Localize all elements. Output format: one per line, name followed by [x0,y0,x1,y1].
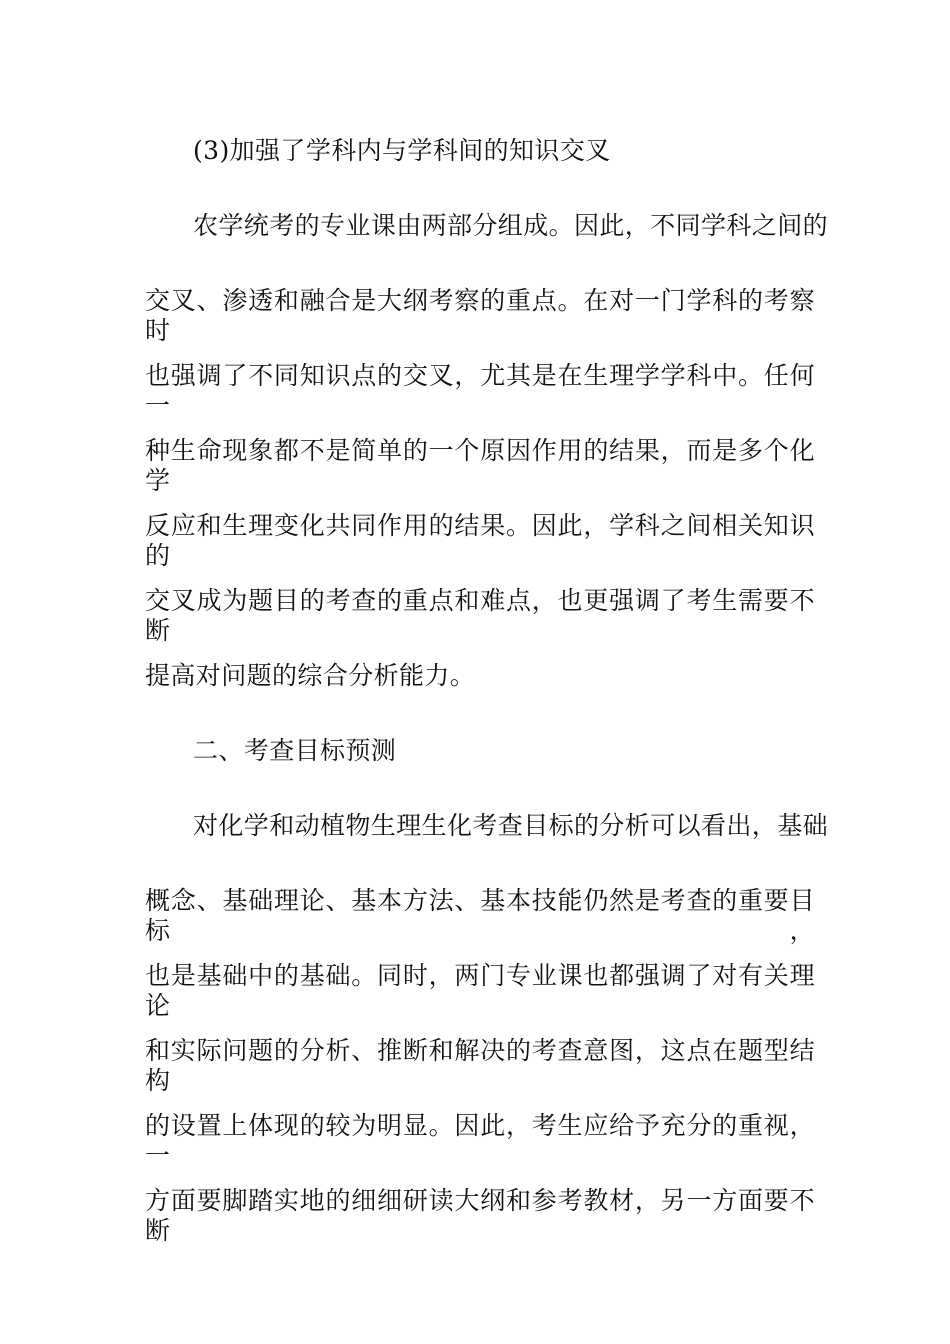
paragraph-line: 交叉成为题目的考查的重点和难点，也更强调了考生需要不断 [145,586,815,645]
paragraph-line: 提高对问题的综合分析能力。 [145,661,476,690]
paragraph-line: 交叉、渗透和融合是大纲考察的重点。在对一门学科的考察时 [145,286,815,345]
paragraph-line: 农学统考的专业课由两部分组成。因此，不同学科之间的 [193,211,829,240]
paragraph-line: 对化学和动植物生理生化考查目标的分析可以看出，基础 [193,811,829,840]
section-heading: 二、考查目标预测 [193,736,397,765]
paragraph-line: 反应和生理变化共同作用的结果。因此，学科之间相关知识的 [145,511,815,570]
paragraph-line: 也是基础中的基础。同时，两门专业课也都强调了对有关理论 [145,961,815,1020]
paragraph-line: 和实际问题的分析、推断和解决的考查意图，这点在题型结构 [145,1036,815,1095]
paragraph-line: 种生命现象都不是简单的一个原因作用的结果，而是多个化学 [145,436,815,495]
paragraph-line: 的设置上体现的较为明显。因此，考生应给予充分的重视，一 [145,1111,815,1170]
paragraph-line: 方面要脚踏实地的细细研读大纲和参考教材，另一方面要不断 [145,1186,815,1245]
paragraph-line: 也强调了不同知识点的交叉，尤其是在生理学学科中。任何一 [145,361,815,420]
subsection-heading: (3)加强了学科内与学科间的知识交叉 [193,136,611,165]
paragraph-line: 概念、基础理论、基本方法、基本技能仍然是考查的重要目标， [145,886,815,945]
